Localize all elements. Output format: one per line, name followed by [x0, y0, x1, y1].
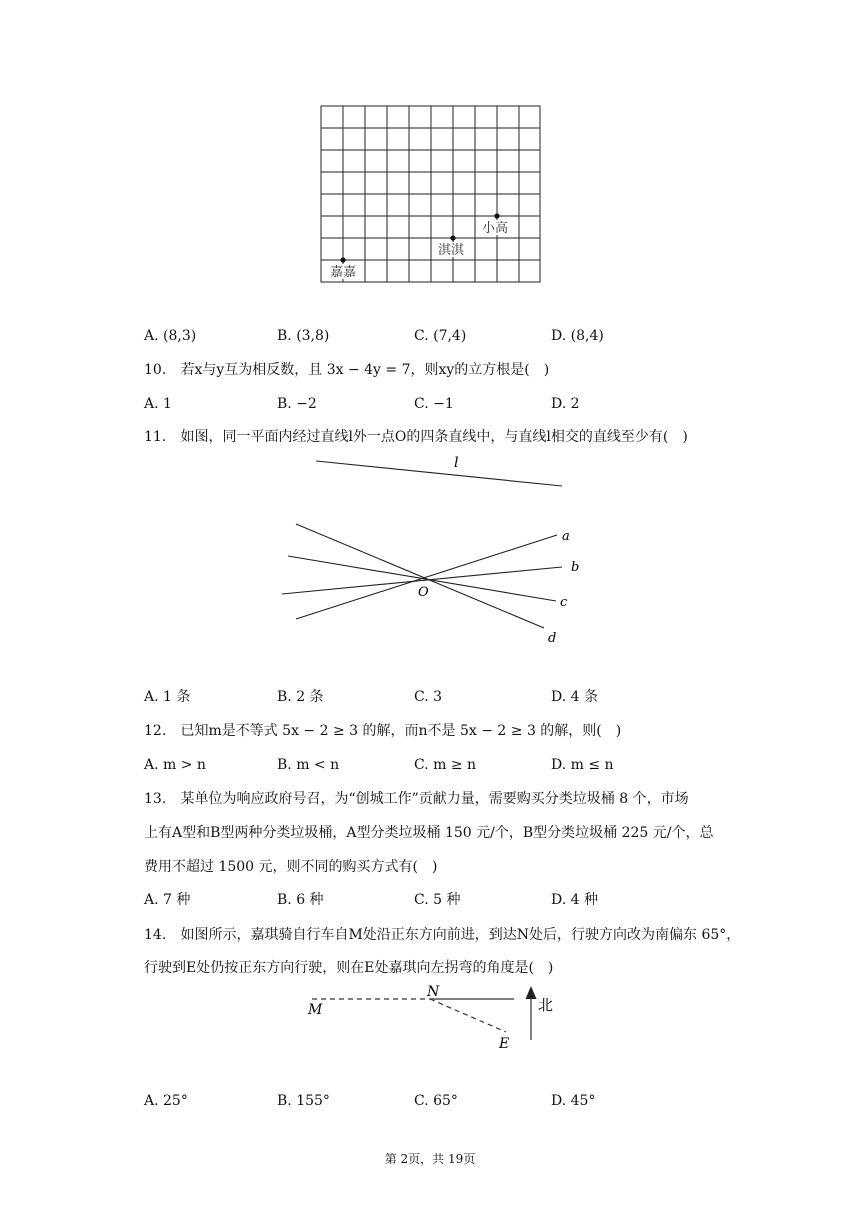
q11-option-a: A. 1 条 [144, 689, 191, 705]
q9-option-d: D. (8,4) [551, 328, 604, 344]
q13-stem-line1 [144, 789, 689, 809]
q12-stem-line [144, 721, 621, 741]
label-d: d [548, 631, 557, 646]
q13-option-a: A. 7 种 [144, 892, 191, 908]
q13-option-c: C. 5 种 [414, 892, 461, 908]
question-number: 13. [144, 791, 167, 807]
q14-option-c: C. 65° [414, 1093, 458, 1109]
q12-option-c: C. m ≥ n [414, 757, 477, 773]
q12-option-a: A. m > n [144, 757, 206, 773]
q13-stem-line3: 费用不超过 1500 元，则不同的购买方式有( ) [144, 859, 438, 875]
north-arrow-icon [526, 986, 537, 999]
question-stem: 如图，同一平面内经过直线l外一点O的四条直线中，与直线l相交的直线至少有( ) [180, 429, 688, 445]
question-stem-part: 某单位为响应政府号召，为“创城工作”贡献力量，需要购买分类垃圾桶 8 个，市场 [180, 791, 689, 807]
label-c: c [560, 595, 568, 610]
lines-figure [270, 448, 600, 658]
q14-stem-line2: 行驶到E处仍按正东方向行驶，则在E处嘉琪向左拐弯的角度是( ) [144, 960, 554, 976]
page-footer: 第 2页，共 19页 [384, 1152, 476, 1166]
point-jiajia [340, 257, 345, 262]
point-qiqi [450, 235, 455, 240]
label-l: l [454, 455, 459, 471]
label-jiajia: 嘉嘉 [330, 265, 357, 280]
q11-stem-line [144, 427, 688, 447]
line-a [296, 535, 557, 619]
q12-option-d: D. m ≤ n [551, 757, 614, 773]
q11-option-b: B. 2 条 [277, 689, 324, 705]
question-number: 10. [144, 362, 167, 378]
label-N: N [427, 984, 440, 1000]
q13-stem-line2: 上有A型和B型两种分类垃圾桶，A型分类垃圾桶 150 元/个，B型分类垃圾桶 225 元/个，总 [144, 825, 714, 841]
question-stem: 已知m是不等式 5x − 2 ≥ 3 的解，而n不是 5x − 2 ≥ 3 的解，则( ) [180, 723, 622, 739]
label-north: 北 [538, 996, 554, 1014]
label-M: M [308, 1002, 323, 1018]
label-O: O [418, 585, 429, 600]
question-stem: 若x与y互为相反数，且 3x − 4y = 7，则xy的立方根是( ) [180, 362, 550, 378]
point-xiaogao [494, 213, 499, 218]
label-b: b [571, 560, 580, 575]
q11-option-d: D. 4 条 [551, 689, 598, 705]
line-d [296, 524, 544, 628]
question-number: 11. [144, 429, 167, 445]
label-E: E [499, 1036, 510, 1052]
question-number: 12. [144, 723, 167, 739]
direction-figure [300, 982, 570, 1058]
path-n-to-e [430, 999, 506, 1032]
q14-stem-line1 [144, 925, 740, 945]
q14-option-d: D. 45° [551, 1093, 596, 1109]
question-stem-part: 如图所示，嘉琪骑自行车自M处沿正东方向前进，到达N处后，行驶方向改为南偏东 65°， [180, 927, 741, 943]
q10-option-b: B. −2 [277, 396, 317, 412]
q11-option-c: C. 3 [414, 689, 443, 705]
grid-figure [318, 104, 544, 286]
q12-option-b: B. m < n [277, 757, 340, 773]
question-number: 14. [144, 927, 167, 943]
label-a: a [562, 529, 570, 544]
line-l [316, 461, 562, 486]
q10-option-d: D. 2 [551, 396, 580, 412]
q10-option-a: A. 1 [144, 396, 172, 412]
q13-option-d: D. 4 种 [551, 892, 598, 908]
q9-option-a: A. (8,3) [144, 328, 197, 344]
q10-option-c: C. −1 [414, 396, 454, 412]
q13-option-b: B. 6 种 [277, 892, 324, 908]
q10-stem-line [144, 360, 549, 380]
q14-option-a: A. 25° [144, 1093, 188, 1109]
q9-option-b: B. (3,8) [277, 328, 330, 344]
q9-option-c: C. (7,4) [414, 328, 467, 344]
label-xiaogao: 小高 [482, 221, 509, 236]
q14-option-b: B. 155° [277, 1093, 330, 1109]
label-qiqi: 淇淇 [438, 243, 465, 258]
